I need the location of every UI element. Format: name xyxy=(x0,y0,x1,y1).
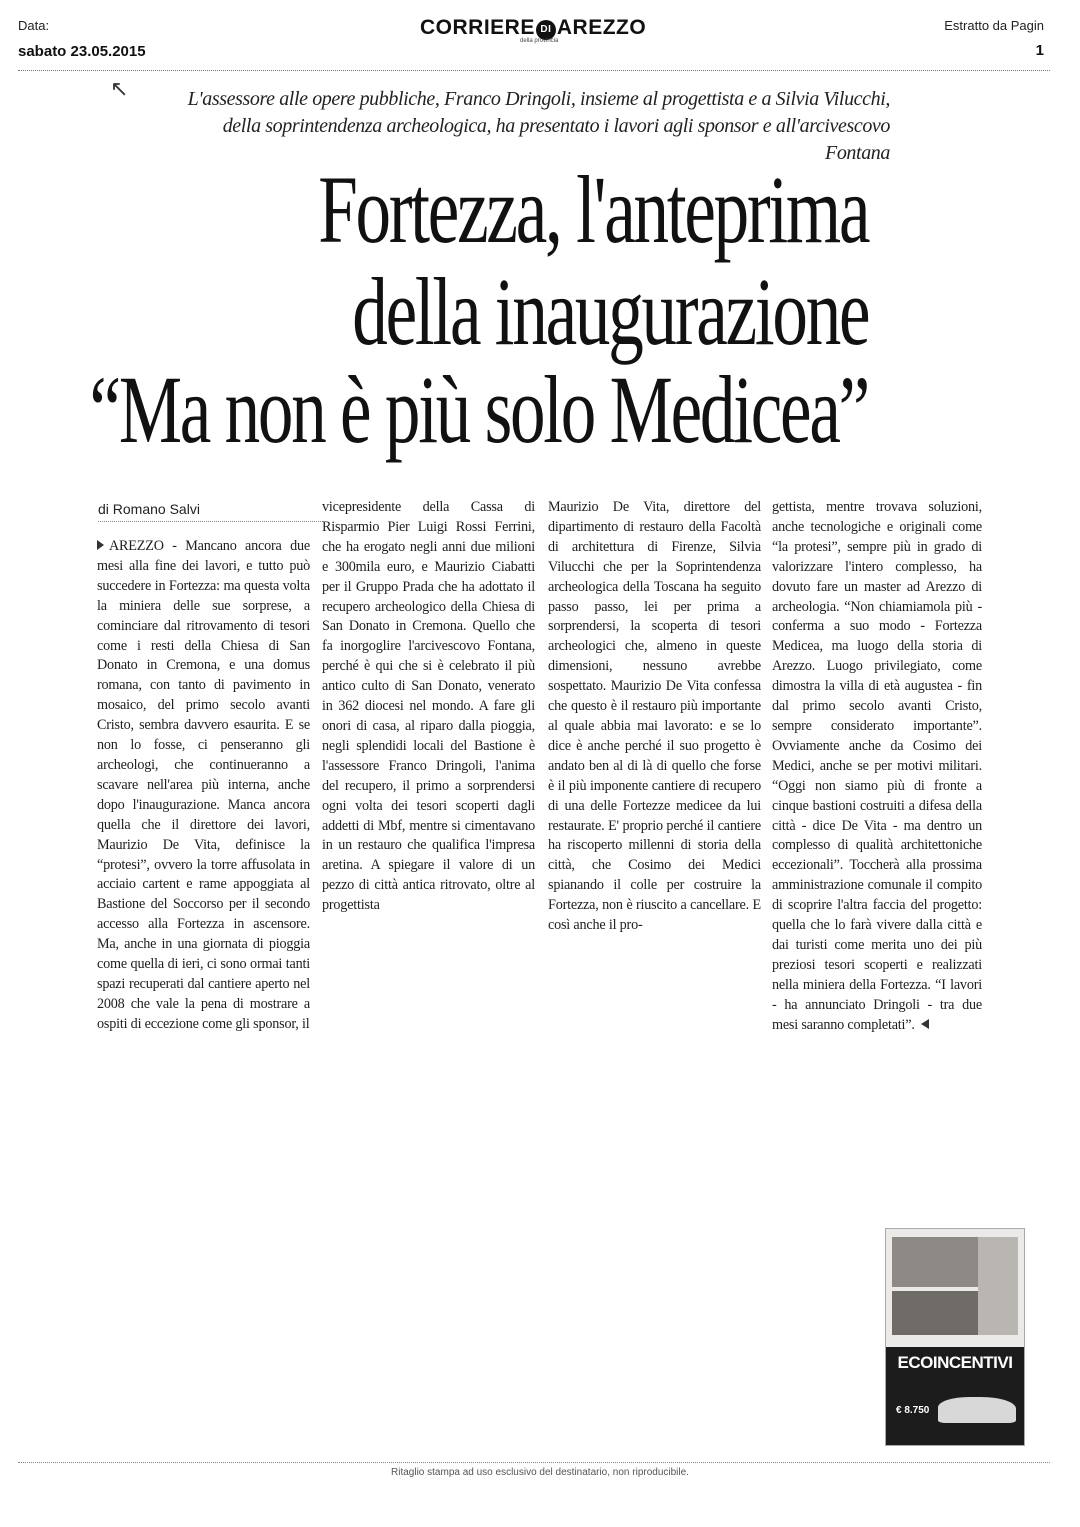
ad-photo xyxy=(978,1237,1018,1335)
car-icon xyxy=(938,1397,1016,1423)
summary-line: L'assessore alle opere pubbliche, Franco Dringoli, insieme al progettista e a Silvia Vilucchi, xyxy=(187,88,890,110)
column-text: Maurizio De Vita, direttore del dipartimento di restauro della Facoltà di architettura di Firenze, Silvia Vilucchi che per la Soprintendenza archeologica della Toscana ha seguito passo passo, lei per prima a sorprendersi, la scoperta di tesori archeologici che, almeno in queste dimensioni, nessuno avrebbe sospettato. Maurizio De Vita confessa che questo è il restauro più importante al quale abbia mai lavorato: e se lo dice è anche perché il suo progetto è andato ben al di là di quello che forse è il più imponente cantiere di recupero di una delle Fortezze medicee da lui restaurate. E' proprio perché il cantiere ha riscoperto millenni di storia della città, che Cosimo dei Medici spianando il colle per costruire la Fortezza, non è riuscito a cancellare. E così anche il pro- xyxy=(548,499,761,934)
masthead-subtitle: della provincia xyxy=(520,38,559,44)
article-column xyxy=(322,498,535,916)
header-divider xyxy=(18,70,1050,71)
ad-title: ECOINCENTIVI xyxy=(897,1353,1013,1372)
column-text: vicepresidente della Cassa di Risparmio Pier Luigi Rossi Ferrini, che ha erogato negli anni due milioni e 300mila euro, e Maurizio Ciabatti per il Gruppo Prada che ha adottato il recupero archeologico della Chiesa di San Donato in Cremona. Quello che fa inorgoglire l'arcivescovo Fontana, perché è qui che si è celebrato il più antico culto di San Donato, venerato in 362 diocesi nel mondo. A fare gli onori di casa, al riparo dalla pioggia, negli splendidi locali del Bastione è l'assessore Franco Dringoli, l'anima del recupero, il primo a sorprendersi ogni volta dei tesori scoperti dagli addetti di Mbf, mentre si cimentavano in un restauro che qualifica l'impresa aretina. A spiegare il valore di un pezzo di città antica ritrovato, oltre al progettista xyxy=(322,499,535,914)
date-label: Data: xyxy=(18,18,50,33)
article-summary xyxy=(170,86,890,167)
masthead-left: CORRIERE xyxy=(420,16,535,39)
headline-line: Fortezza, l'anteprima xyxy=(317,156,868,263)
byline: di Romano Salvi xyxy=(98,501,323,522)
advertisement xyxy=(885,1228,1025,1446)
extract-label: Estratto da Pagin xyxy=(944,18,1044,33)
article-end-icon xyxy=(921,1019,929,1029)
summary-line: della soprintendenza archeologica, ha presentato i lavori agli sponsor e all'arcivescovo Fontana xyxy=(222,115,890,164)
scan-mark-icon: ↖ xyxy=(110,76,129,101)
column-text: AREZZO - Mancano ancora due mesi alla fine dei lavori, e tutto può succedere in Fortezza: ma questa volta la miniera delle sue sorprese, a cominciare dal ritrovamento di tesori come i resti della Chiesa di San Donato in Cremona, e una domus romana, con tanto di pavimento in mosaico, del primo secolo avanti Cristo, sembra davvero esaurita. E se non lo fosse, ci penseranno gli archeologi, che continueranno a scavare nell'area più interna, anche dopo l'inaugurazione. Manca ancora quella che il direttore dei lavori, Maurizio De Vita, definisce la “protesi”, ovvero la torre affusolata in acciaio cartent e rame appoggiata al Bastione del Soccorso per il secondo accesso alla Fortezza in ascensore. Ma, anche in una giornata di pioggia come quella di ieri, ci sono ormai tanti spazi recuperati dal cantiere aperto nel 2008 che vale la pena di mostrare a ospiti di eccezione come gli sponsor, il xyxy=(97,538,310,1032)
publication-date: sabato 23.05.2015 xyxy=(18,43,146,60)
footer-disclaimer: Ritaglio stampa ad uso esclusivo del destinatario, non riproducibile. xyxy=(391,1467,689,1478)
footer-divider xyxy=(18,1462,1050,1463)
masthead-right: AREZZO xyxy=(556,16,647,39)
article-column xyxy=(97,537,310,1035)
headline-line: della inaugurazione xyxy=(351,258,868,365)
article-column xyxy=(548,498,761,936)
article-start-icon xyxy=(97,540,104,550)
masthead-logo xyxy=(420,16,660,50)
article-column xyxy=(772,498,982,1035)
column-text: gettista, mentre trovava soluzioni, anche tecnologiche e originali come “la protesi”, sempre più in grado di valorizzare l'intero complesso, ha dovuto fare un master ad Arezzo di archeologia. “Non chiamiamola più - conferma a suo modo - Fortezza Medicea, ma luogo della storia di Arezzo. Luogo privilegiato, come dimostra la villa di età augustea - fin dal primo secolo avanti Cristo, sempre considerato importante”. Ovviamente anche da Cosimo dei Medici, anche se per motivi militari. “Oggi non siamo più di fronte a cinque bastioni costruiti a difesa della città - dice De Vita - ma dentro un complesso di qualità architettoniche eccezionali”. Toccherà alla prossima amministrazione comunale il compito di scoprire l'altra faccia del progetto: quella che lo farà vivere dalla città e dai turisti come merita uno dei più preziosi tesori scoperti e realizzati nella miniera della Fortezza. “I lavori - ha annunciato Dringoli - tra due mesi saranno completati”. xyxy=(772,499,982,1033)
page-number: 1 xyxy=(1035,42,1044,59)
masthead-di-badge: DI xyxy=(536,20,556,40)
ad-price: € 8.750 xyxy=(896,1405,930,1416)
headline-line: “Ma non è più solo Medicea” xyxy=(89,356,868,463)
